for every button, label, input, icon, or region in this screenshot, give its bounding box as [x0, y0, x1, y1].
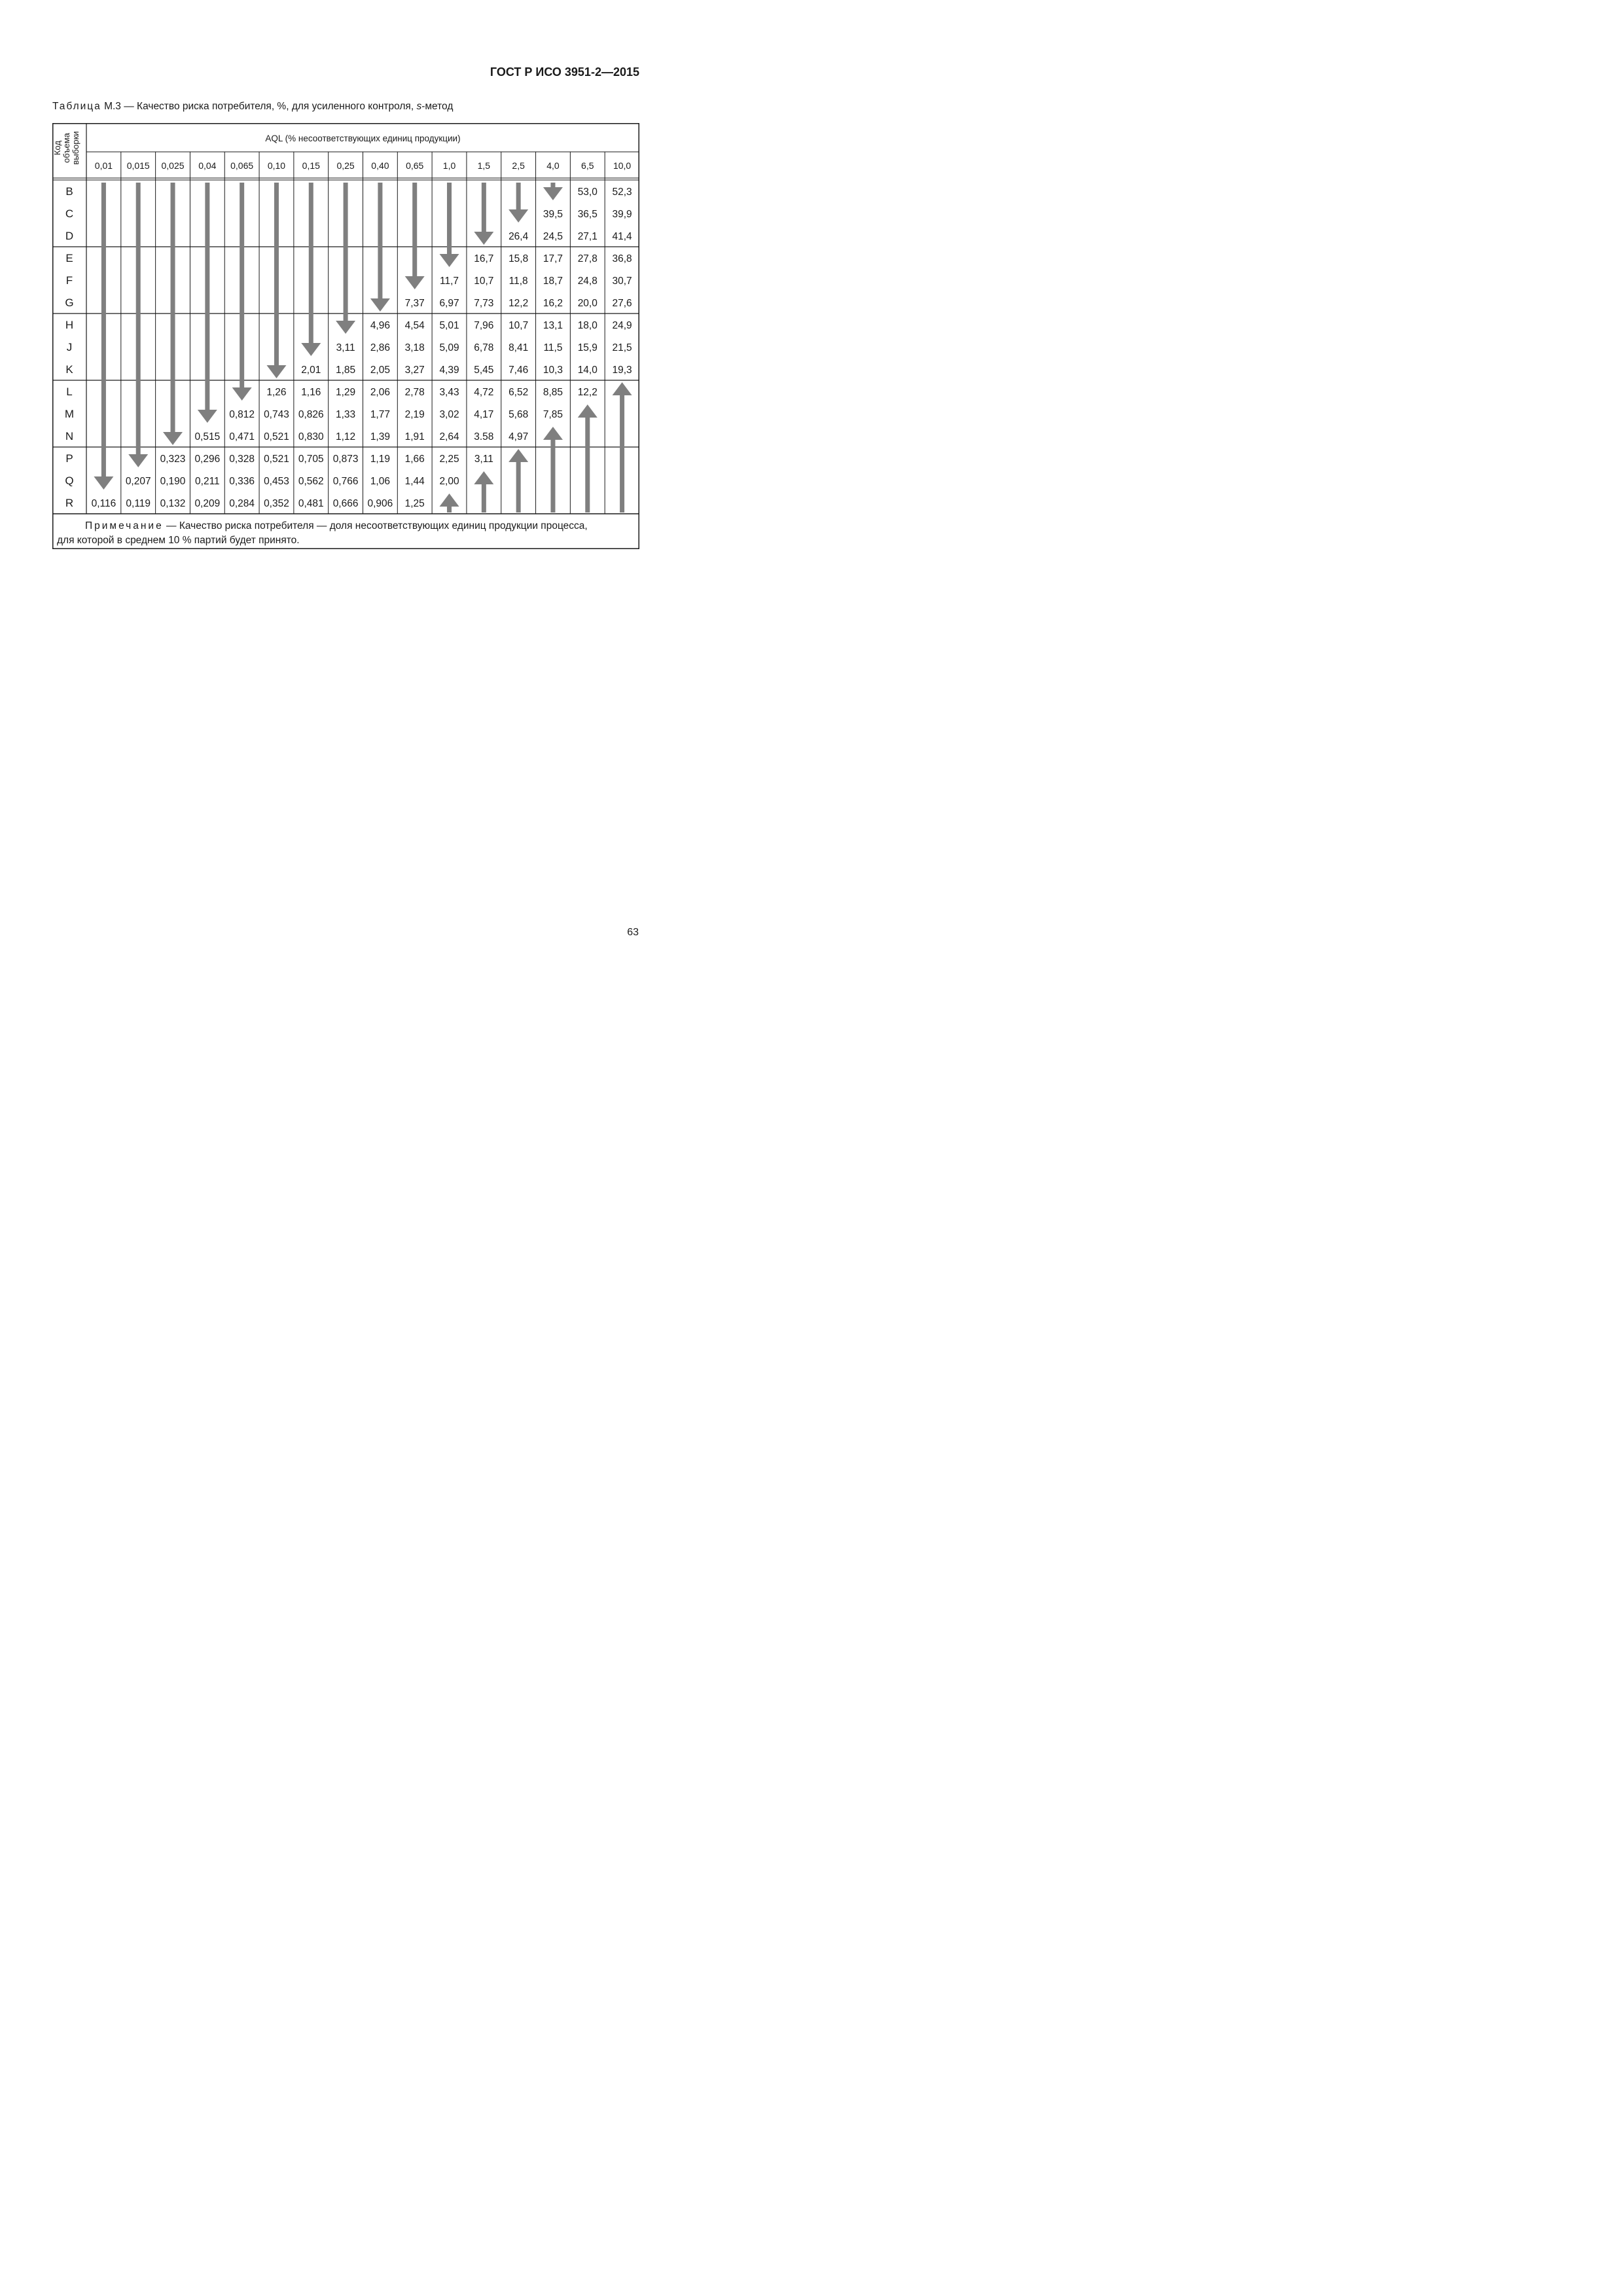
- aql-value-10: 1,0: [442, 160, 456, 171]
- cell-value: 20,0: [577, 298, 597, 309]
- cell-value: 36,8: [612, 253, 632, 264]
- cell-value: 2,01: [301, 365, 321, 376]
- aql-value-7: 0,25: [336, 160, 355, 171]
- arrow-shaft: [344, 183, 348, 321]
- row-code-R: R: [65, 497, 74, 509]
- cell-value: 3,02: [439, 409, 459, 420]
- arrow-shaft: [516, 183, 521, 209]
- cell-value: 2,86: [370, 342, 390, 353]
- table-caption-label: Таблица: [52, 101, 101, 112]
- arrow-shaft: [378, 183, 382, 298]
- arrow-shaft: [516, 462, 521, 512]
- note-line-2: для которой в среднем 10 % партий будет принято.: [57, 535, 300, 546]
- row-code-N: N: [65, 430, 74, 442]
- cell-value: 53,0: [577, 187, 597, 198]
- aql-header: AQL (% несоответствующих единиц продукции): [265, 134, 461, 143]
- code-header-text: выборки: [71, 131, 80, 165]
- down-arrow-icon: [336, 321, 355, 334]
- table-caption-number: М.3: [104, 101, 121, 112]
- consumer-risk-quality-table: [52, 123, 639, 549]
- cell-value: 0,211: [195, 476, 220, 487]
- down-arrow-icon: [405, 276, 425, 289]
- cell-value: 1,66: [404, 454, 425, 465]
- down-arrow-icon: [266, 365, 286, 378]
- arrow-shaft: [447, 507, 452, 512]
- cell-value: 2,19: [404, 409, 425, 420]
- cell-value: 17,7: [543, 253, 563, 264]
- cell-value: 2,78: [404, 387, 425, 398]
- table-caption: [52, 101, 453, 113]
- cell-value: 4,17: [474, 409, 494, 420]
- arrow-shaft: [550, 183, 555, 187]
- down-arrow-icon: [508, 209, 528, 223]
- cell-value: 24,8: [577, 276, 597, 287]
- cell-value: 5,68: [508, 409, 529, 420]
- row-code-P: P: [65, 452, 73, 465]
- row-code-J: J: [66, 341, 73, 353]
- cell-value: 5,45: [474, 365, 494, 376]
- down-arrow-icon: [232, 387, 252, 401]
- cell-value: 0,116: [91, 498, 116, 509]
- cell-value: 7,73: [474, 298, 494, 309]
- aql-value-3: 0,04: [198, 160, 217, 171]
- down-arrow-icon: [198, 410, 217, 423]
- cell-value: 15,9: [577, 342, 597, 353]
- arrow-shaft: [101, 183, 106, 476]
- row-code-Q: Q: [65, 475, 74, 487]
- up-arrow-icon: [474, 471, 493, 484]
- cell-value: 27,1: [577, 231, 597, 242]
- down-arrow-icon: [128, 454, 148, 467]
- cell-value: 10,3: [543, 365, 563, 376]
- cell-value: 1,77: [370, 409, 390, 420]
- cell-value: 13,1: [543, 320, 563, 331]
- cell-value: 0,521: [264, 431, 289, 442]
- cell-value: 3,27: [404, 365, 425, 376]
- cell-value: 0,812: [229, 409, 255, 420]
- cell-value: 0,190: [160, 476, 186, 487]
- arrow-shaft: [482, 484, 486, 512]
- cell-value: 2,05: [370, 365, 390, 376]
- cell-value: 0,132: [160, 498, 186, 509]
- cell-value: 0,352: [264, 498, 289, 509]
- aql-value-12: 2,5: [512, 160, 525, 171]
- cell-value: 0,906: [367, 498, 393, 509]
- arrow-shaft: [620, 395, 624, 512]
- cell-value: 1,91: [404, 431, 425, 442]
- cell-value: 3,11: [336, 342, 355, 353]
- cell-value: 10,7: [508, 320, 529, 331]
- cell-value: 7,96: [474, 320, 494, 331]
- aql-value-2: 0,025: [161, 160, 185, 171]
- cell-value: 0,705: [298, 454, 324, 465]
- cell-value: 0,453: [264, 476, 289, 487]
- cell-value: 39,5: [543, 209, 563, 220]
- cell-value: 2,00: [439, 476, 459, 487]
- cell-value: 8,85: [543, 387, 563, 398]
- aql-value-11: 1,5: [477, 160, 491, 171]
- code-header-text: Код: [52, 140, 62, 156]
- cell-value: 19,3: [612, 365, 632, 376]
- row-code-G: G: [65, 296, 74, 309]
- down-arrow-icon: [163, 432, 183, 445]
- cell-value: 11,5: [543, 342, 563, 353]
- arrow-shaft: [171, 183, 175, 432]
- down-arrow-icon: [370, 298, 390, 312]
- row-code-B: B: [65, 185, 73, 198]
- down-arrow-icon: [301, 343, 321, 356]
- cell-value: 4,97: [508, 431, 529, 442]
- arrow-shaft: [274, 183, 279, 365]
- cell-value: 15,8: [508, 253, 529, 264]
- arrow-shaft: [482, 183, 486, 232]
- cell-value: 0,562: [298, 476, 324, 487]
- aql-value-9: 0,65: [406, 160, 424, 171]
- cell-value: 1,33: [336, 409, 356, 420]
- cell-value: 24,9: [612, 320, 632, 331]
- code-header-text: объема: [62, 133, 71, 163]
- cell-value: 0,515: [194, 431, 221, 442]
- cell-value: 14,0: [577, 365, 597, 376]
- cell-value: 6,78: [474, 342, 494, 353]
- arrow-shaft: [309, 183, 313, 343]
- cell-value: 3,11: [474, 454, 493, 465]
- aql-value-15: 10,0: [613, 160, 632, 171]
- cell-value: 36,5: [577, 209, 597, 220]
- aql-value-6: 0,15: [302, 160, 320, 171]
- cell-value: 1,06: [370, 476, 390, 487]
- cell-value: 1,19: [370, 454, 390, 465]
- aql-value-4: 0,065: [230, 160, 254, 171]
- row-code-C: C: [65, 207, 74, 220]
- cell-value: 8,41: [508, 342, 529, 353]
- arrow-shaft: [240, 183, 244, 387]
- cell-value: 0,471: [229, 431, 255, 442]
- up-arrow-icon: [613, 382, 632, 395]
- aql-value-13: 4,0: [546, 160, 560, 171]
- cell-value: 11,8: [508, 276, 528, 287]
- cell-value: 1,26: [266, 387, 287, 398]
- arrow-shaft: [550, 440, 555, 512]
- cell-value: 41,4: [612, 231, 632, 242]
- cell-value: 0,743: [264, 409, 289, 420]
- aql-value-5: 0,10: [267, 160, 286, 171]
- cell-value: 0,873: [332, 454, 359, 465]
- arrow-shaft: [585, 418, 590, 512]
- cell-value: 2,64: [439, 431, 459, 442]
- cell-value: 3,43: [439, 387, 459, 398]
- row-code-K: K: [65, 363, 73, 376]
- cell-value: 5,01: [439, 320, 459, 331]
- cell-value: 16,7: [474, 253, 494, 264]
- up-arrow-icon: [440, 493, 459, 507]
- down-arrow-icon: [94, 476, 113, 490]
- cell-value: 0,323: [160, 454, 186, 465]
- arrow-shaft: [205, 183, 209, 410]
- cell-value: 7,46: [508, 365, 529, 376]
- cell-value: 27,8: [577, 253, 597, 264]
- cell-value: 1,85: [336, 365, 356, 376]
- cell-value: 0,481: [298, 498, 324, 509]
- cell-value: 26,4: [508, 231, 529, 242]
- cell-value: 1,39: [370, 431, 390, 442]
- down-arrow-icon: [474, 232, 493, 245]
- table-caption-s-letter: s: [416, 101, 422, 112]
- cell-value: 6,97: [439, 298, 459, 309]
- cell-value: 16,2: [543, 298, 563, 309]
- cell-value: 18,7: [543, 276, 563, 287]
- aql-value-8: 0,40: [371, 160, 389, 171]
- cell-value: 4,96: [370, 320, 390, 331]
- cell-value: 1,16: [301, 387, 321, 398]
- cell-value: 27,6: [612, 298, 632, 309]
- cell-value: 2,25: [439, 454, 459, 465]
- aql-value-0: 0,01: [94, 160, 113, 171]
- cell-value: 2,06: [370, 387, 390, 398]
- down-arrow-icon: [543, 187, 563, 200]
- cell-value: 11,7: [440, 276, 459, 287]
- down-arrow-icon: [440, 254, 459, 267]
- cell-value: 0,830: [298, 431, 324, 442]
- cell-value: 0,826: [298, 409, 324, 420]
- cell-value: 0,207: [125, 476, 151, 487]
- note-text: — Качество риска потребителя — доля несоответствующих единиц продукции процесса,: [163, 520, 588, 531]
- cell-value: 0,328: [229, 454, 255, 465]
- cell-value: 3,18: [404, 342, 425, 353]
- table-caption-text: — Качество риска потребителя, %, для усиленного контроля,: [124, 101, 414, 112]
- cell-value: 12,2: [508, 298, 529, 309]
- table-caption-suffix: -метод: [421, 101, 454, 112]
- arrow-shaft: [136, 183, 141, 454]
- cell-value: 24,5: [543, 231, 563, 242]
- cell-value: 4,54: [404, 320, 425, 331]
- page-number: 63: [627, 927, 639, 938]
- cell-value: 0,119: [126, 498, 151, 509]
- aql-value-1: 0,015: [126, 160, 150, 171]
- cell-value: 0,284: [229, 498, 255, 509]
- cell-value: 0,521: [264, 454, 289, 465]
- cell-value: 30,7: [612, 276, 632, 287]
- cell-value: 0,666: [332, 498, 359, 509]
- cell-value: 1,29: [336, 387, 356, 398]
- cell-value: 21,5: [612, 342, 632, 353]
- cell-value: 0,336: [229, 476, 255, 487]
- cell-value: 1,12: [336, 431, 356, 442]
- up-arrow-icon: [508, 449, 528, 462]
- cell-value: 12,2: [577, 387, 597, 398]
- cell-value: 3.58: [474, 431, 494, 442]
- cell-value: 39,9: [612, 209, 632, 220]
- standard-designation: ГОСТ Р ИСО 3951-2—2015: [490, 65, 639, 79]
- cell-value: 4,72: [474, 387, 494, 398]
- row-code-H: H: [65, 319, 74, 331]
- cell-value: 7,85: [543, 409, 563, 420]
- up-arrow-icon: [578, 404, 597, 418]
- row-code-L: L: [66, 386, 73, 398]
- arrow-shaft: [412, 183, 417, 276]
- cell-value: 7,37: [404, 298, 425, 309]
- cell-value: 5,09: [439, 342, 459, 353]
- cell-value: 6,52: [508, 387, 529, 398]
- cell-value: 0,209: [194, 498, 221, 509]
- cell-value: 4,39: [439, 365, 459, 376]
- row-code-M: M: [64, 408, 75, 420]
- cell-value: 10,7: [474, 276, 494, 287]
- row-code-E: E: [65, 252, 73, 264]
- cell-value: 18,0: [577, 320, 597, 331]
- cell-value: 1,25: [404, 498, 425, 509]
- row-code-F: F: [65, 274, 73, 287]
- up-arrow-icon: [543, 427, 563, 440]
- cell-value: 1,44: [404, 476, 425, 487]
- arrow-shaft: [447, 183, 452, 254]
- cell-value: 0,766: [332, 476, 359, 487]
- note-label: Примечание: [85, 520, 164, 531]
- row-code-D: D: [65, 230, 74, 242]
- aql-value-14: 6,5: [581, 160, 594, 171]
- cell-value: 52,3: [612, 187, 632, 198]
- note-line-1: [85, 520, 588, 531]
- cell-value: 0,296: [194, 454, 221, 465]
